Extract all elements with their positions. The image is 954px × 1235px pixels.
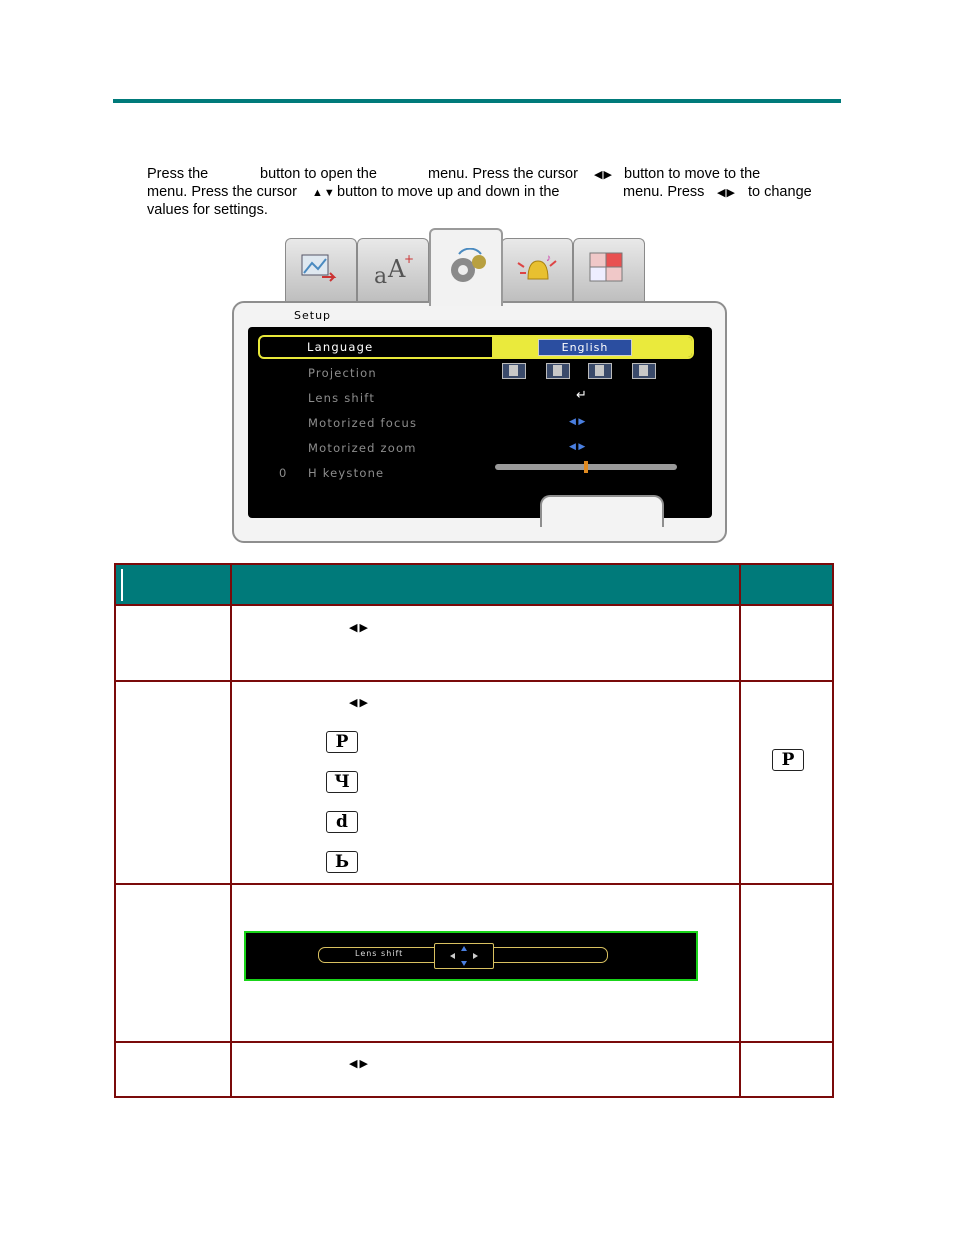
intro-text: button to move to the — [624, 166, 761, 182]
projection-rear-ceiling-icon[interactable] — [632, 363, 656, 379]
language-row-highlight[interactable] — [258, 335, 694, 359]
pip-window-icon — [588, 251, 628, 287]
settings-table — [114, 563, 834, 1098]
intro-text: menu. Press — [623, 184, 705, 200]
motorized-focus-label: Motorized focus — [308, 416, 418, 430]
left-right-arrows-icon: ◀▶ — [349, 622, 370, 634]
svg-text:+: + — [404, 252, 415, 266]
up-down-arrows-icon: ▲▼ — [312, 187, 336, 199]
intro-text: button to move up and down in the — [337, 184, 560, 200]
projection-rear-icon[interactable] — [546, 363, 570, 379]
focus-arrows-icon[interactable]: ◀ ▶ — [569, 416, 586, 426]
picture-icon — [300, 251, 340, 287]
lens-shift-arrow-box — [434, 943, 494, 969]
tab-text-size[interactable] — [357, 238, 429, 303]
svg-text:♪: ♪ — [546, 253, 551, 264]
left-right-arrows-icon: ◀▶ — [349, 697, 370, 709]
alarm-bell-icon — [516, 251, 560, 287]
intro-text: menu. Press the cursor — [428, 166, 578, 182]
projection-ceiling-glyph: Ч — [326, 771, 358, 793]
four-way-arrows-icon — [435, 944, 493, 968]
osd-bottom-tab — [540, 495, 664, 527]
projection-front-icon[interactable] — [502, 363, 526, 379]
tab-setup[interactable] — [429, 228, 503, 306]
h-keystone-slider[interactable] — [495, 464, 677, 470]
osd-menu — [232, 228, 727, 544]
projection-rear-ceiling-glyph: Ь — [326, 851, 358, 873]
svg-text:a: a — [374, 264, 388, 287]
intro-text: button to open the — [260, 166, 377, 182]
osd-title: Setup — [294, 309, 332, 322]
osd-panel — [248, 327, 712, 518]
h-keystone-thumb[interactable] — [584, 461, 588, 473]
text-size-icon — [372, 251, 416, 287]
language-label: Language — [307, 340, 374, 354]
lens-shift-strip-label: Lens shift — [355, 949, 404, 958]
projection-ceiling-icon[interactable] — [588, 363, 612, 379]
intro-text: to change — [748, 184, 812, 200]
zoom-arrows-icon[interactable]: ◀ ▶ — [569, 441, 586, 451]
projection-label: Projection — [308, 366, 377, 380]
tab-pip[interactable] — [573, 238, 645, 303]
intro-text: Press the — [147, 166, 209, 182]
lens-shift-label: Lens shift — [308, 391, 376, 405]
osd-frame — [232, 301, 727, 543]
setup-gear-icon — [445, 248, 489, 288]
h-keystone-value: 0 — [279, 466, 288, 480]
projection-front-glyph: P — [326, 731, 358, 753]
left-right-arrows-icon: ◀▶ — [717, 187, 736, 199]
left-right-arrows-icon: ◀▶ — [349, 1058, 370, 1070]
h-keystone-label: H keystone — [308, 466, 385, 480]
svg-text:A: A — [388, 255, 406, 283]
projection-default-glyph: P — [772, 749, 804, 771]
intro-line-3: values for settings. — [147, 202, 268, 218]
left-right-arrows-icon: ◀▶ — [594, 169, 613, 181]
lens-shift-osd-strip — [244, 931, 698, 981]
intro-text: menu. Press the cursor — [147, 184, 297, 200]
tab-picture[interactable] — [285, 238, 357, 303]
table-header-description — [230, 565, 740, 605]
top-rule — [113, 99, 841, 103]
table-header-item — [116, 565, 230, 605]
tab-alarm[interactable] — [501, 238, 573, 303]
motorized-zoom-label: Motorized zoom — [308, 441, 417, 455]
projection-rear-glyph: d — [326, 811, 358, 833]
enter-icon[interactable]: ↵ — [576, 387, 587, 402]
language-value[interactable]: English — [538, 339, 632, 356]
table-header-default — [740, 565, 832, 605]
